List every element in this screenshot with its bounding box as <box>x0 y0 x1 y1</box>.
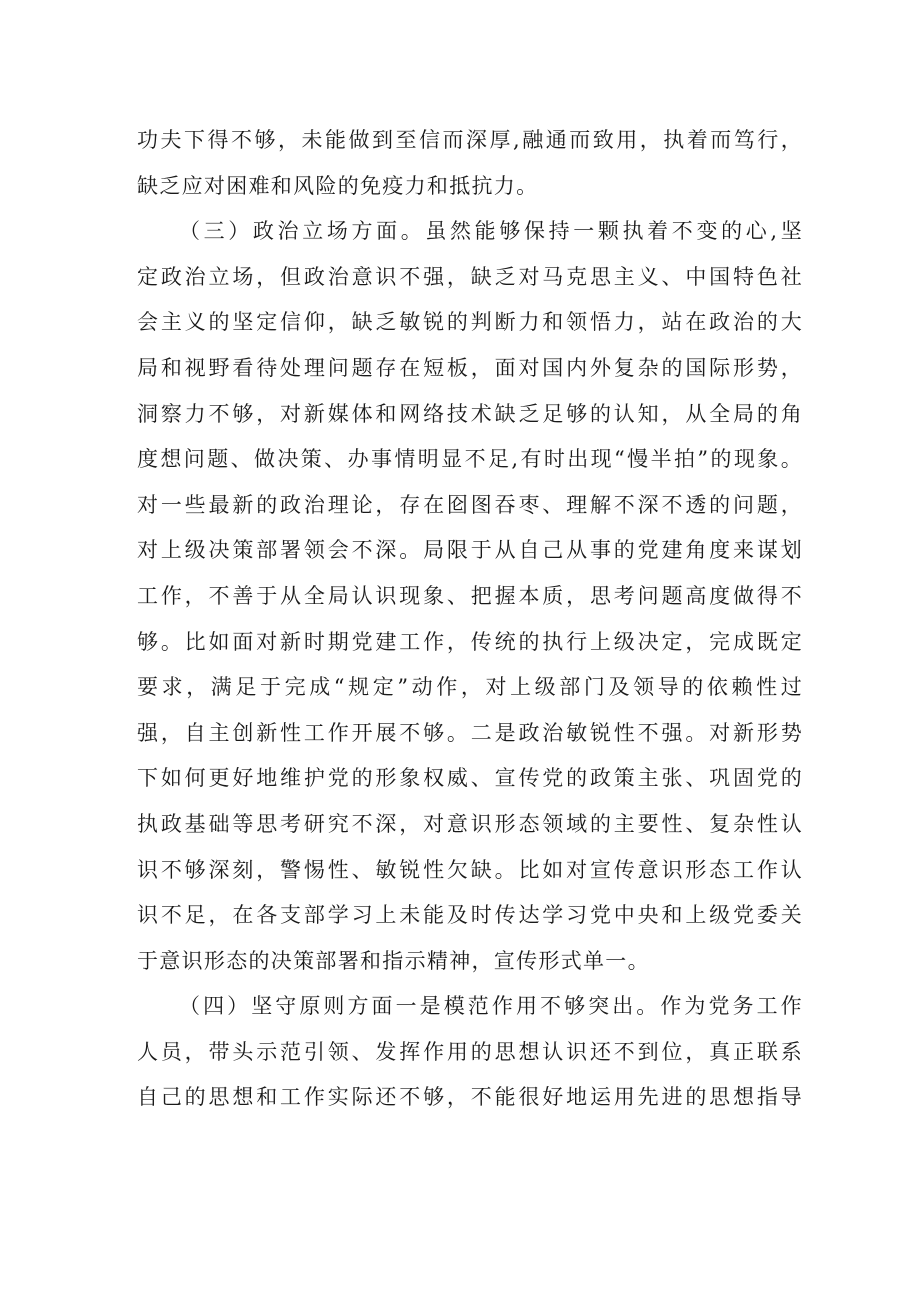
text-line: 人员，带头示范引领、发挥作用的思想认识还不到位，真正联系 <box>137 1039 803 1064</box>
text-line: 强，自主创新性工作开展不够。二是政治敏锐性不强。对新形势 <box>137 720 803 745</box>
text-line: 工作，不善于从全局认识现象、把握本质，思考问题高度做得不 <box>137 583 803 608</box>
text-line: 缺乏应对困难和风险的免疫力和抵抗力。 <box>137 173 539 198</box>
text-line: 对一些最新的政治理论，存在囵图吞枣、理解不深不透的问题， <box>137 492 803 517</box>
text-line: 对上级决策部署领会不深。局限于从自己从事的党建角度来谋划 <box>137 538 803 563</box>
text-line: 识不够深刻，警惕性、敏锐性欠缺。比如对宣传意识形态工作认 <box>137 857 803 882</box>
text-line: 要求，满足于完成“规定”动作，对上级部门及领导的依赖性过 <box>137 675 803 700</box>
text-line: 执政基础等思考研究不深，对意识形态领域的主要性、复杂性认 <box>137 811 803 836</box>
text-line: 局和视野看待处理问题存在短板，面对国内外复杂的国际形势， <box>137 355 803 380</box>
text-line: 够。比如面对新时期党建工作，传统的执行上级决定，完成既定 <box>137 629 803 654</box>
text-line: 下如何更好地维护党的形象权威、宣传党的政策主张、巩固党的 <box>137 766 803 791</box>
text-line: 度想问题、做决策、办事情明显不足,有时出现“慢半拍”的现象。 <box>137 447 803 472</box>
paragraph-start-line: （三）政治立场方面。虽然能够保持一颗执着不变的心,坚 <box>179 219 803 244</box>
text-line: 自己的思想和工作实际还不够，不能很好地运用先进的思想指导 <box>137 1085 803 1110</box>
text-line: 会主义的坚定信仰，缺乏敏锐的判断力和领悟力，站在政治的大 <box>137 310 803 335</box>
text-line: 于意识形态的决策部署和指示精神，宣传形式单一。 <box>137 948 650 973</box>
text-line: 功夫下得不够，未能做到至信而深厚,融通而致用，执着而笃行， <box>137 128 803 152</box>
document-body <box>137 118 803 1121</box>
text-line: 洞察力不够，对新媒体和网络技术缺乏足够的认知，从全局的角 <box>137 401 803 426</box>
paragraph-start-line: （四）坚守原则方面一是模范作用不够突出。作为党务工作 <box>179 994 803 1019</box>
text-line: 识不足，在各支部学习上未能及时传达学习党中央和上级党委关 <box>137 903 803 928</box>
text-line: 定政治立场，但政治意识不强，缺乏对马克思主义、中国特色社 <box>137 264 803 289</box>
